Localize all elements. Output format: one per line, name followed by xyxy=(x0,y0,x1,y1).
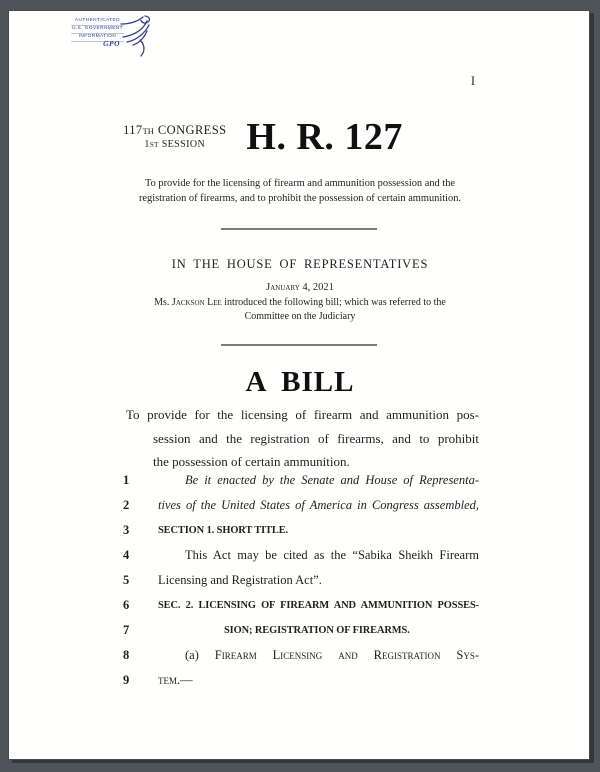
gpo-seal xyxy=(54,13,154,61)
line-text: SEC. 2. LICENSING OF FIREARM AND AMMUNITION POSSES- xyxy=(158,600,479,611)
introduction-line-1: Ms. Jackson Lee introduced the following bill; which was referred to the xyxy=(154,297,446,308)
line-text: SECTION 1. SHORT TITLE. xyxy=(158,525,289,536)
gpo-seal-line-3: INFORMATION xyxy=(71,34,124,42)
bill-line-4 xyxy=(123,548,479,573)
introduction-date: January 4, 2021 xyxy=(266,282,334,293)
bill-line-1 xyxy=(123,473,479,498)
separator-rule-bottom xyxy=(221,344,377,346)
chamber-heading: IN THE HOUSE OF REPRESENTATIVES xyxy=(171,257,429,271)
summary-line-1: To provide for the licensing of firearm and ammunition possession and the xyxy=(144,178,456,189)
bill-line-5 xyxy=(123,573,479,598)
long-title-line-1: To provide for the licensing of firearm and ammunition pos- xyxy=(126,407,479,422)
bill-line-8 xyxy=(123,648,479,673)
introduction-text xyxy=(70,296,530,323)
line-text: SION; REGISTRATION OF FIREARMS. xyxy=(224,625,410,636)
line-number: 7 xyxy=(123,623,130,637)
long-title-line-3: the possession of certain ammunition. xyxy=(153,454,350,469)
line-number: 8 xyxy=(123,648,130,662)
summary-line-2: registration of firearms, and to prohibit the possession of certain ammunition. xyxy=(138,192,462,204)
bill-line-3 xyxy=(123,523,479,548)
bill-line-7 xyxy=(123,623,479,648)
bill-header xyxy=(0,115,554,159)
official-title-summary xyxy=(90,177,510,206)
long-title xyxy=(126,403,479,474)
page-number: I xyxy=(470,74,476,88)
gpo-eagle-icon xyxy=(118,13,154,59)
long-title-line-2: session and the registration of firearms, and to prohibit xyxy=(153,430,479,446)
line-text: Licensing and Registration Act”. xyxy=(158,573,322,587)
bill-line-2 xyxy=(123,498,479,523)
line-text: tives of the United States of America in Congress assembled, xyxy=(158,498,479,512)
gpo-seal-line-2: U.S. GOVERNMENT xyxy=(71,26,124,34)
bill-document-page xyxy=(8,10,590,760)
introduction-line-2: Committee on the Judiciary xyxy=(244,310,356,322)
bill-number: H. R. 127 xyxy=(246,116,403,158)
line-text: (a) Firearm Licensing and Registration Sys- xyxy=(185,648,479,662)
line-number: 3 xyxy=(123,523,130,537)
line-number: 6 xyxy=(123,598,130,612)
session-line: 1ST SESSION xyxy=(144,138,206,150)
line-number: 5 xyxy=(123,573,130,587)
sponsor-name: Jackson Lee xyxy=(171,297,222,308)
line-number: 9 xyxy=(123,673,130,687)
bill-line-9 xyxy=(123,673,479,698)
line-number: 2 xyxy=(123,498,130,512)
bill-body xyxy=(123,473,479,698)
line-text: This Act may be cited as the “Sabika Sheikh Firearm xyxy=(185,548,479,562)
line-text: Be it enacted by the Senate and House of Representa- xyxy=(185,473,479,487)
congress-line: 117TH CONGRESS xyxy=(123,122,227,137)
line-text: tem.— xyxy=(158,673,193,687)
bill-line-6 xyxy=(123,598,479,623)
line-number: 4 xyxy=(123,548,130,562)
separator-rule-top xyxy=(221,228,377,230)
gpo-acronym: GPO xyxy=(103,39,120,48)
line-number: 1 xyxy=(123,473,130,487)
bill-heading: A BILL xyxy=(245,366,355,398)
congress-session-block xyxy=(123,123,226,152)
gpo-seal-line-1: AUTHENTICATED xyxy=(71,18,124,26)
